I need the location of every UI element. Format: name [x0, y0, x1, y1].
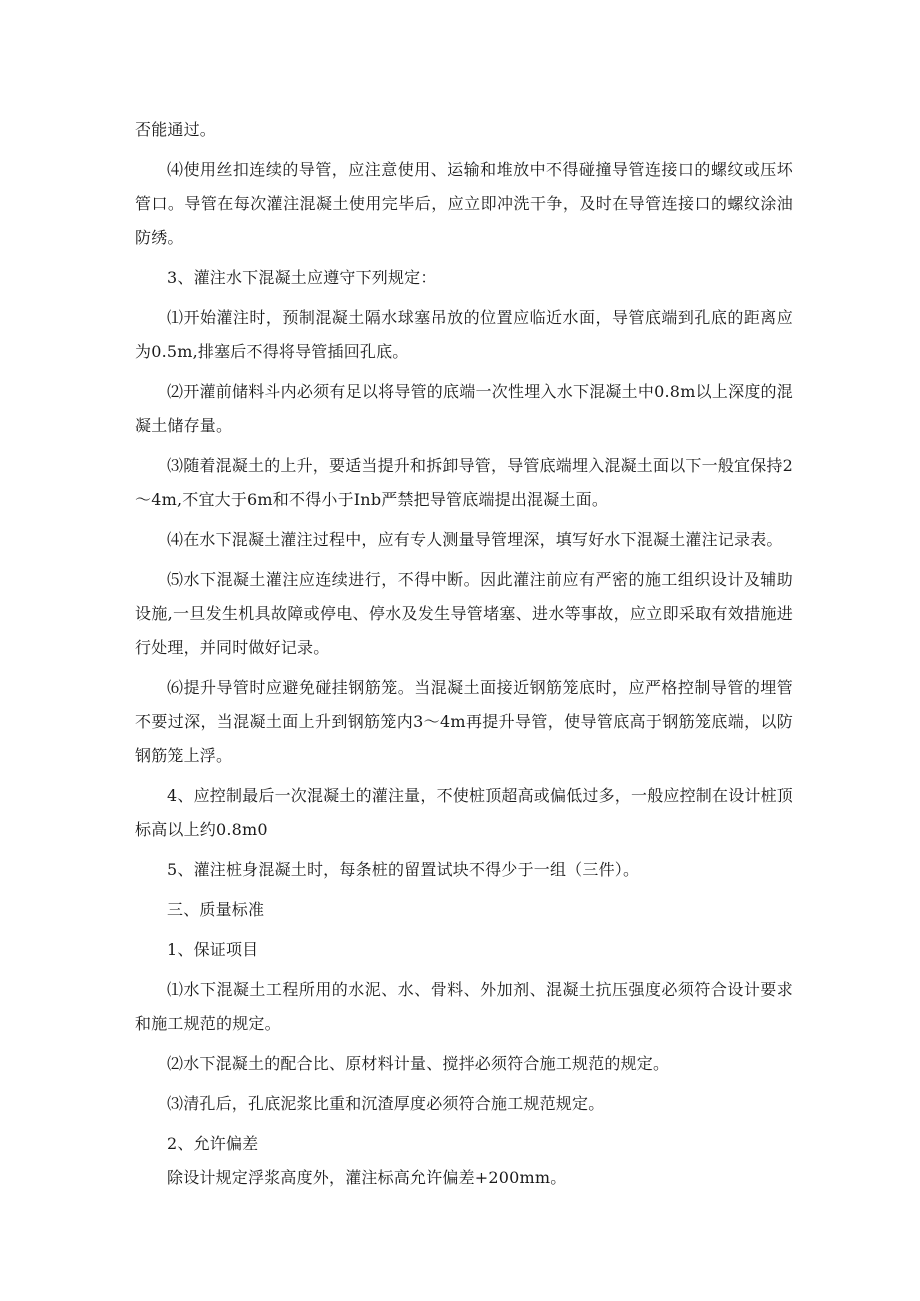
paragraph-item-1-start-pouring: ⑴开始灌注时，预制混凝土隔水球塞吊放的位置应临近水面，导管底端到孔底的距离应为0.5m,排塞后不得将导管插回孔底。	[135, 308, 793, 361]
paragraph-item-2-storage-hopper: ⑵开灌前储料斗内必须有足以将导管的底端一次性埋入水下混凝土中0.8m以上深度的混凝土储存量。	[135, 382, 793, 435]
paragraph-item-4-threaded-pipe: ⑷使用丝扣连续的导管，应注意使用、运输和堆放中不得碰撞导管连接口的螺纹或压坏管口。导管在每次灌注混凝土使用完毕后，应立即冲洗干争，及时在导管连接口的螺纹涂油防绣。	[135, 160, 793, 247]
heading-guarantee-items: 1、保证项目	[167, 940, 259, 959]
paragraph-guarantee-2: ⑵水下混凝土的配合比、原材料计量、搅拌必须符合施工规范的规定。	[167, 1054, 670, 1073]
heading-allowable-deviation: 2、允许偏差	[167, 1134, 259, 1153]
paragraph-deviation-detail: 除设计规定浮浆高度外，灌注标高允许偏差+200mm。	[167, 1168, 567, 1187]
paragraph-item-4-measure-depth: ⑷在水下混凝土灌注过程中，应有专人测量导管埋深，填写好水下混凝土灌注记录表。	[167, 530, 783, 549]
heading-quality-standard: 三、质量标准	[167, 900, 265, 919]
document-body	[135, 113, 793, 1201]
paragraph-item-3-lift-pipe: ⑶随着混凝土的上升，要适当提升和拆卸导管，导管底端埋入混凝土面以下一般宜保持2～4m,不宜大于6m和不得小于Inb严禁把导管底端提出混凝土面。	[135, 456, 793, 509]
heading-section-5: 5、灌注桩身混凝土时，每条桩的留置试块不得少于一组（三件）。	[167, 860, 640, 879]
heading-section-4: 4、应控制最后一次混凝土的灌注量，不使桩顶超高或偏低过多，一般应控制在设计桩顶标高以上约0.8m0	[135, 786, 793, 839]
paragraph-guarantee-1: ⑴水下混凝土工程所用的水泥、水、骨料、外加剂、混凝土抗压强度必须符合设计要求和施工规范的规定。	[135, 980, 793, 1033]
paragraph-item-5-continuous-pouring: ⑸水下混凝土灌注应连续进行，不得中断。因此灌注前应有严密的施工组织设计及辅助设施,一旦发生机具故障或停电、停水及发生导管堵塞、进水等事故，应立即采取有效措施进行处理，并同时做好记录。	[135, 570, 793, 657]
paragraph-item-6-avoid-cage: ⑹提升导管时应避免碰挂钢筋笼。当混凝土面接近钢筋笼底时，应严格控制导管的埋管不要过深，当混凝土面上升到钢筋笼内3～4m再提升导管，使导管底高于钢筋笼底端，以防钢筋笼上浮。	[135, 678, 793, 765]
paragraph-continuation: 否能通过。	[135, 120, 217, 139]
paragraph-guarantee-3: ⑶清孔后，孔底泥浆比重和沉渣厚度必须符合施工规范规定。	[167, 1094, 605, 1113]
heading-section-3: 3、灌注水下混凝土应遵守下列规定：	[167, 268, 437, 287]
